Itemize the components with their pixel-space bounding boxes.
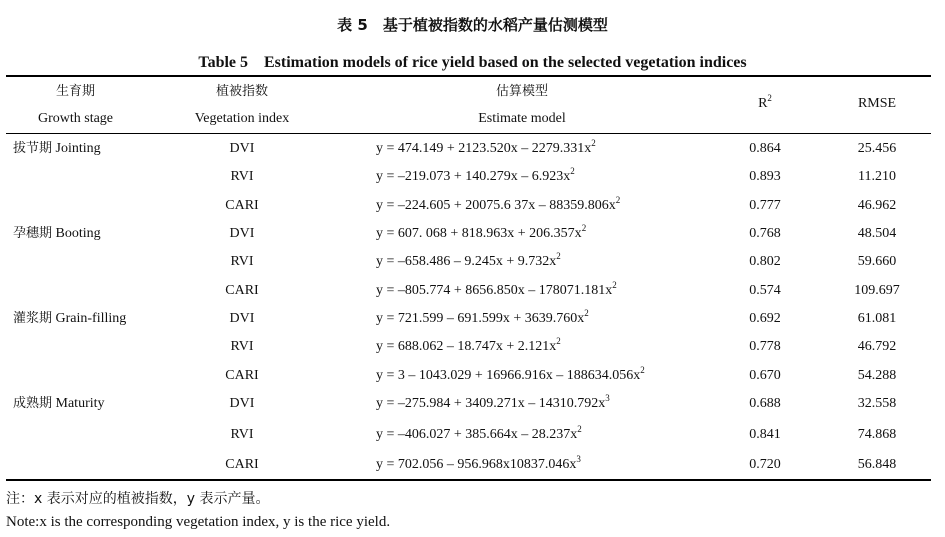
cell-model-expression: y = –805.774 + 8656.850x – 178071.181x <box>376 283 613 298</box>
cell-rmse: 46.792 <box>857 339 897 354</box>
cell-vegetation-index: DVI <box>229 396 255 411</box>
cell-growth-stage <box>13 139 101 159</box>
cell-vegetation-index: DVI <box>229 141 255 156</box>
cell-model-exponent: 2 <box>584 308 589 318</box>
cell-vegetation-index: CARI <box>225 368 259 383</box>
table-row <box>0 281 945 301</box>
table-row <box>0 455 945 475</box>
cell-vegetation-index: RVI <box>230 427 254 442</box>
cell-model-exponent: 2 <box>577 424 582 434</box>
header-growth-stage-cn: 生育期 <box>55 84 95 99</box>
cell-vegetation-index: RVI <box>230 169 254 184</box>
cell-model-exponent: 3 <box>576 454 581 464</box>
cell-model-expression: y = 702.056 – 956.968x10837.046x <box>376 457 577 472</box>
cell-vegetation-index: DVI <box>229 226 255 241</box>
cell-rmse: 61.081 <box>857 311 897 326</box>
cell-model-expression: y = –224.605 + 20075.6 37x – 88359.806x <box>376 198 616 213</box>
header-r2-base: R <box>758 96 768 111</box>
cell-estimate-model <box>376 455 581 475</box>
cell-model-exponent: 2 <box>615 195 621 205</box>
cell-growth-stage-cn: 成熟期 <box>13 396 53 411</box>
cell-estimate-model <box>376 366 645 386</box>
table-row <box>0 224 945 244</box>
cell-r2: 0.574 <box>749 283 781 298</box>
cell-model-exponent: 3 <box>605 393 610 403</box>
cell-r2: 0.670 <box>749 368 781 383</box>
cell-model-exponent: 2 <box>570 166 575 176</box>
cell-vegetation-index: CARI <box>225 457 259 472</box>
cell-growth-stage-en: Grain-filling <box>55 311 127 326</box>
cell-growth-stage <box>13 309 126 329</box>
table-row <box>0 167 945 187</box>
cell-r2: 0.777 <box>749 198 781 213</box>
cell-rmse: 54.288 <box>857 368 897 383</box>
cell-growth-stage-en: Booting <box>55 226 101 241</box>
table-row <box>0 366 945 386</box>
cell-estimate-model <box>376 224 586 244</box>
table-row <box>0 139 945 159</box>
header-r2-exponent: 2 <box>767 93 772 103</box>
cell-growth-stage-cn: 灌浆期 <box>13 311 53 326</box>
header-vegetation-index-cn: 植被指数 <box>215 84 268 99</box>
cell-vegetation-index: RVI <box>230 254 254 269</box>
cell-model-exponent: 2 <box>612 280 617 290</box>
cell-rmse: 11.210 <box>858 169 896 184</box>
cell-rmse: 74.868 <box>857 427 897 442</box>
cell-model-expression: y = 607. 068 + 818.963x + 206.357x <box>376 226 582 241</box>
header-estimate-model <box>452 84 592 127</box>
cell-r2: 0.864 <box>749 141 781 156</box>
table-row <box>0 394 945 414</box>
cell-vegetation-index: DVI <box>229 311 255 326</box>
cell-estimate-model <box>376 167 575 187</box>
cell-model-exponent: 2 <box>556 251 561 261</box>
cell-rmse: 109.697 <box>854 283 900 298</box>
table-row <box>0 337 945 357</box>
cell-r2: 0.688 <box>749 396 781 411</box>
cell-r2: 0.778 <box>749 339 781 354</box>
cell-growth-stage-cn: 拔节期 <box>13 141 53 156</box>
cell-r2: 0.802 <box>749 254 781 269</box>
cell-rmse: 25.456 <box>857 141 897 156</box>
cell-rmse: 32.558 <box>857 396 897 411</box>
cell-growth-stage-cn: 孕穗期 <box>13 226 53 241</box>
cell-model-expression: y = –658.486 – 9.245x + 9.732x <box>376 254 557 269</box>
table-title-cn: 表 5 基于植被指数的水稻产量估测模型 <box>337 16 608 34</box>
header-rmse: RMSE <box>857 96 897 111</box>
header-growth-stage-en: Growth stage <box>37 111 114 126</box>
cell-r2: 0.893 <box>749 169 781 184</box>
table-row <box>0 309 945 329</box>
header-vegetation-index-en: Vegetation index <box>194 111 290 126</box>
table-row <box>0 196 945 216</box>
cell-estimate-model <box>376 139 596 159</box>
cell-model-exponent: 2 <box>581 223 587 233</box>
cell-estimate-model <box>376 281 617 301</box>
cell-model-expression: y = 3 – 1043.029 + 16966.916x – 188634.056x <box>376 368 641 383</box>
table-row <box>0 425 945 445</box>
cell-model-expression: y = 688.062 – 18.747x + 2.121x <box>376 339 557 354</box>
cell-rmse: 46.962 <box>857 198 897 213</box>
cell-vegetation-index: RVI <box>230 339 254 354</box>
header-estimate-model-en: Estimate model <box>478 111 566 126</box>
cell-estimate-model <box>376 394 610 414</box>
cell-model-exponent: 2 <box>556 336 561 346</box>
table-bottom-rule <box>6 479 931 481</box>
cell-model-expression: y = –406.027 + 385.664x – 28.237x <box>376 427 578 442</box>
cell-estimate-model <box>376 252 561 272</box>
cell-model-exponent: 2 <box>640 365 645 375</box>
cell-model-expression: y = –219.073 + 140.279x – 6.923x <box>376 169 571 184</box>
cell-rmse: 59.660 <box>857 254 897 269</box>
table-note-cn: 注：x 表示对应的植被指数，y 表示产量。 <box>6 491 270 507</box>
cell-growth-stage <box>13 224 101 244</box>
cell-estimate-model <box>376 337 561 357</box>
header-growth-stage <box>13 84 138 127</box>
cell-model-exponent: 2 <box>591 138 596 148</box>
cell-model-expression: y = 721.599 – 691.599x + 3639.760x <box>376 311 585 326</box>
cell-growth-stage-en: Jointing <box>55 141 101 156</box>
cell-r2: 0.720 <box>749 457 781 472</box>
table-top-rule <box>6 75 931 77</box>
cell-rmse: 56.848 <box>857 457 897 472</box>
table-row <box>0 252 945 272</box>
table-title-en: Table 5 Estimation models of rice yield based on the selected vegetation indices <box>198 54 747 71</box>
cell-growth-stage-en: Maturity <box>55 396 105 411</box>
header-estimate-model-cn: 估算模型 <box>495 84 548 99</box>
cell-growth-stage <box>13 394 105 414</box>
header-r2 <box>735 93 795 112</box>
cell-rmse: 48.504 <box>857 226 897 241</box>
cell-vegetation-index: CARI <box>225 283 259 298</box>
cell-r2: 0.692 <box>749 311 781 326</box>
cell-estimate-model <box>376 309 589 329</box>
cell-vegetation-index: CARI <box>225 198 259 213</box>
table-note-en: Note:x is the corresponding vegetation index, y is the rice yield. <box>6 514 391 530</box>
cell-r2: 0.841 <box>749 427 781 442</box>
header-vegetation-index <box>182 84 302 127</box>
cell-model-expression: y = –275.984 + 3409.271x – 14310.792x <box>376 396 606 411</box>
cell-r2: 0.768 <box>749 226 781 241</box>
table-header-rule <box>6 133 931 134</box>
cell-model-expression: y = 474.149 + 2123.520x – 2279.331x <box>376 141 592 156</box>
cell-estimate-model <box>376 425 582 445</box>
cell-estimate-model <box>376 196 620 216</box>
